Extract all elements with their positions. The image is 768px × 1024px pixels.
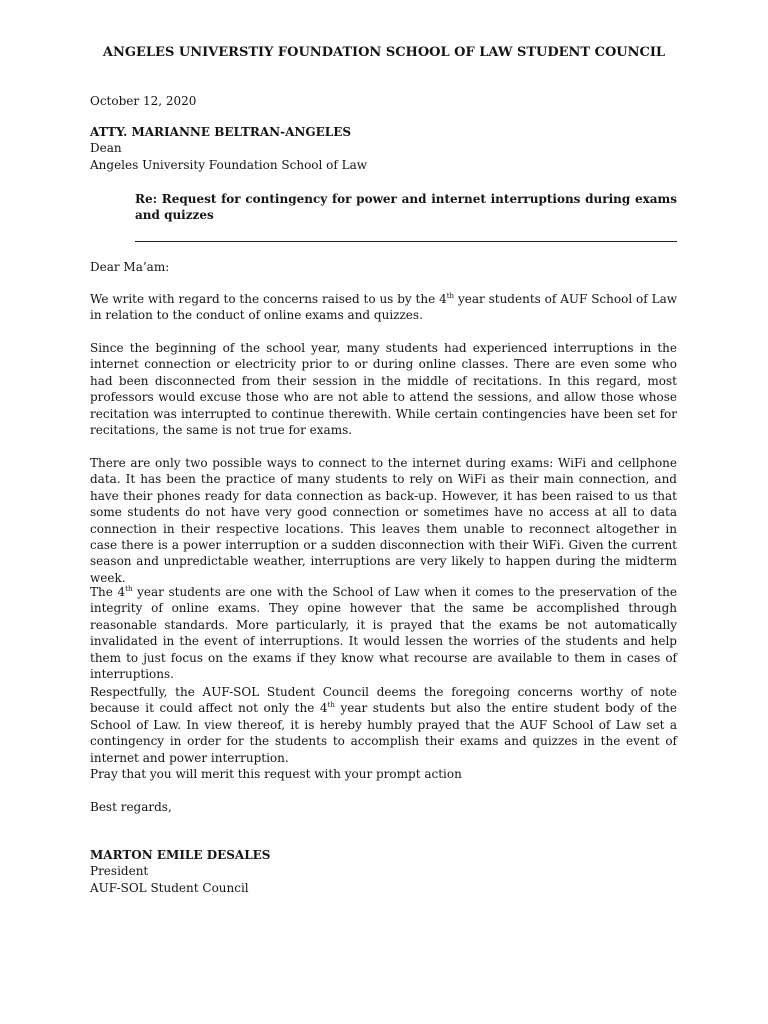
signatory-title: President — [90, 864, 149, 879]
closing: Best regards, — [90, 800, 172, 814]
recipient-title: Dean — [90, 141, 122, 156]
recipient-block — [90, 124, 367, 173]
body-paragraph-2: Since the beginning of the school year, many students had experienced interruptions in the internet connection or electricity prior to or during online classes. There are even some who had been disconnected from their session in the middle of recitations. In this regard, most professors would excuse those who are not able to attend the sessions, and allow those whose recitation was interrupted to continue therewith. While certain contingencies have been set for recitations, the same is not true for exams. — [90, 341, 677, 438]
signatory-organization: AUF-SOL Student Council — [90, 880, 249, 895]
letter-date: October 12, 2020 — [90, 94, 197, 108]
body-paragraph-4: The 4th year students are one with the School of Law when it comes to the preservation of the integrity of online exams. They opine however that the same be accomplished through reasonable standards. More particularly, it is prayed that the exams be not automatically invalidated in the event of interruptions. It would lessen the worries of the students and help them to just focus on the exams if they know what recourse are available to them in cases of interruptions. — [90, 585, 677, 682]
letterhead-title: ANGELES UNIVERSTIY FOUNDATION SCHOOL OF LAW STUDENT COUNCIL — [102, 45, 666, 60]
signatory-name: MARTON EMILE DESALES — [90, 848, 271, 862]
subject-divider — [135, 241, 677, 242]
recipient-institution: Angeles University Foundation School of Law — [90, 157, 368, 172]
body-paragraph-3: There are only two possible ways to connect to the internet during exams: WiFi and cellphone data. It has been the practice of many students to rely on WiFi as their main connection, and have their phones ready for data connection as back-up. However, it has been raised to us that some students do not have very good connection or sometimes have no access at all to data connection in their respective locations. This leaves them unable to reconnect altogether in case there is a power interruption or a sudden disconnection with their WiFi. Given the current season and unpredictable weather, interruptions are very likely to happen during the midterm week. — [90, 456, 677, 585]
superscript: th — [125, 585, 133, 593]
signature-block — [90, 847, 270, 896]
subject-line: Re: Request for contingency for power and internet interruptions during exams and quizzes — [135, 192, 677, 223]
body-paragraph-1: We write with regard to the concerns raised to us by the 4th year students of AUF School of Law in relation to the conduct of online exams and quizzes. — [90, 292, 677, 323]
superscript: th — [327, 701, 335, 710]
salutation: Dear Ma’am: — [90, 260, 170, 274]
recipient-name: ATTY. MARIANNE BELTRAN-ANGELES — [90, 125, 352, 139]
superscript: th — [446, 292, 455, 300]
body-paragraph-5: Respectfully, the AUF-SOL Student Council deems the foregoing concerns worthy of note because it could affect not only the 4th year students but also the entire student body of the School of Law. In view thereof, it is hereby humbly prayed that the AUF School of Law set a contingency in order for the students to accomplish their exams and quizzes in the event of internet and power interruption. — [90, 685, 677, 765]
body-paragraph-6: Pray that you will merit this request with your prompt action — [90, 767, 462, 781]
